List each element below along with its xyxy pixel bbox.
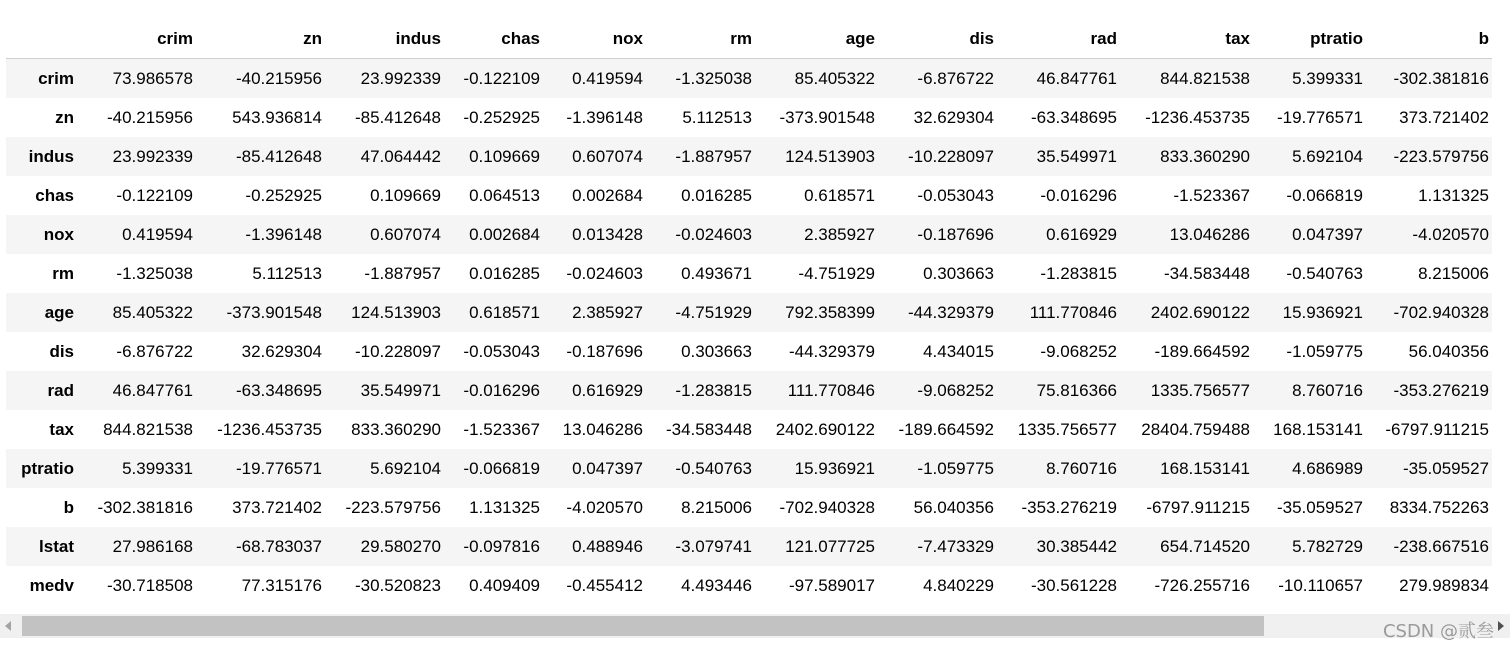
table-cell: 35.549971: [360, 380, 441, 400]
table-cell: -0.187696: [566, 341, 643, 361]
table-cell: 0.488946: [572, 536, 643, 556]
table-cell: 13.046286: [562, 419, 643, 439]
table-cell: -0.252925: [245, 185, 322, 205]
table-cell: -4.020570: [1412, 224, 1489, 244]
table-cell: 111.770846: [1029, 302, 1117, 322]
table-cell: 46.847761: [1036, 68, 1117, 88]
table-cell: 0.419594: [572, 68, 643, 88]
column-header: rad: [997, 19, 1120, 59]
table-header-row: [6, 19, 1492, 59]
column-header: age: [755, 19, 878, 59]
table-cell: 373.721402: [232, 497, 322, 517]
row-label: medv: [29, 575, 74, 595]
table-cell: -1.523367: [463, 419, 540, 439]
row-label: lstat: [39, 536, 74, 556]
table-body: [6, 59, 1492, 606]
table-cell: -63.348695: [1030, 107, 1117, 127]
table-cell: -0.122109: [116, 185, 193, 205]
table-cell: 1.131325: [1418, 185, 1489, 205]
scrollbar-thumb[interactable]: [22, 616, 1264, 636]
row-label: crim: [38, 68, 74, 88]
table-cell: -6797.911215: [1385, 419, 1489, 439]
table-cell: -44.329379: [907, 302, 994, 322]
table-row: [6, 137, 1492, 176]
table-cell: 0.618571: [804, 185, 875, 205]
table-cell: 833.360290: [351, 419, 441, 439]
table-cell: -702.940328: [1393, 302, 1489, 322]
table-row: [6, 293, 1492, 332]
table-cell: -40.215956: [106, 107, 193, 127]
table-cell: -6797.911215: [1146, 497, 1250, 517]
table-cell: 0.002684: [572, 185, 643, 205]
table-cell: 32.629304: [913, 107, 994, 127]
table-cell: -9.068252: [1040, 341, 1117, 361]
table-cell: -373.901548: [226, 302, 322, 322]
table-cell: -0.455412: [566, 575, 643, 595]
table-cell: -1.396148: [245, 224, 322, 244]
table-cell: 23.992339: [112, 146, 193, 166]
table-cell: -1236.453735: [217, 419, 322, 439]
chevron-left-icon[interactable]: [5, 621, 11, 631]
table-cell: -1.059775: [917, 458, 994, 478]
table-cell: 8.760716: [1046, 458, 1117, 478]
table-cell: -85.412648: [235, 146, 322, 166]
table-cell: 30.385442: [1036, 536, 1117, 556]
table-cell: 29.580270: [360, 536, 441, 556]
table-cell: -1236.453735: [1145, 107, 1250, 127]
table-cell: 8.215006: [681, 497, 752, 517]
row-label: rad: [47, 380, 74, 400]
table-cell: -6.876722: [917, 68, 994, 88]
table-cell: -0.122109: [463, 68, 540, 88]
table-cell: 28404.759488: [1141, 419, 1250, 439]
table-cell: 15.936921: [1282, 302, 1363, 322]
table-cell: 0.047397: [572, 458, 643, 478]
table-cell: 0.047397: [1292, 224, 1363, 244]
table-cell: -1.283815: [1040, 263, 1117, 283]
table-cell: 1335.756577: [1150, 380, 1250, 400]
table-cell: 0.616929: [1046, 224, 1117, 244]
column-header: b: [1366, 19, 1492, 59]
table-cell: 46.847761: [112, 380, 193, 400]
table-row: [6, 332, 1492, 371]
table-cell: -10.228097: [907, 146, 994, 166]
table-cell: -4.751929: [675, 302, 752, 322]
column-header: indus: [325, 19, 444, 59]
chevron-right-icon[interactable]: [1498, 621, 1504, 631]
table-cell: 124.513903: [351, 302, 441, 322]
table-cell: -1.523367: [1173, 185, 1250, 205]
table-cell: 0.616929: [572, 380, 643, 400]
table-row: [6, 449, 1492, 488]
table-cell: 833.360290: [1160, 146, 1250, 166]
table-cell: 8.760716: [1292, 380, 1363, 400]
table-cell: -0.187696: [917, 224, 994, 244]
table-cell: 77.315176: [241, 575, 322, 595]
table-cell: -30.561228: [1030, 575, 1117, 595]
table-cell: 1335.756577: [1017, 419, 1117, 439]
table-cell: -10.228097: [354, 341, 441, 361]
table-cell: -30.718508: [106, 575, 193, 595]
horizontal-scrollbar[interactable]: [0, 614, 1510, 638]
table-row: [6, 176, 1492, 215]
table-cell: -40.215956: [235, 68, 322, 88]
table-row: [6, 527, 1492, 566]
table-cell: 121.077725: [785, 536, 875, 556]
table-cell: 0.109669: [370, 185, 441, 205]
table-cell: 23.992339: [360, 68, 441, 88]
table-cell: -189.664592: [898, 419, 994, 439]
table-cell: 0.016285: [469, 263, 540, 283]
table-cell: -302.381816: [1393, 68, 1489, 88]
table-cell: 8.215006: [1418, 263, 1489, 283]
table-cell: 0.303663: [681, 341, 752, 361]
table-cell: 0.607074: [370, 224, 441, 244]
table-row: [6, 215, 1492, 254]
watermark: CSDN @贰叁: [1382, 621, 1494, 642]
table-cell: 168.153141: [1160, 458, 1250, 478]
table-cell: 85.405322: [794, 68, 875, 88]
table-cell: -85.412648: [354, 107, 441, 127]
table-cell: 56.040356: [913, 497, 994, 517]
dataframe-output: [6, 19, 1492, 605]
table-cell: -223.579756: [1393, 146, 1489, 166]
table-cell: -0.016296: [1040, 185, 1117, 205]
table-cell: 373.721402: [1399, 107, 1489, 127]
table-cell: -0.024603: [566, 263, 643, 283]
table-cell: 654.714520: [1160, 536, 1250, 556]
table-cell: -373.901548: [779, 107, 875, 127]
table-cell: -34.583448: [1163, 263, 1250, 283]
table-cell: 111.770846: [787, 380, 875, 400]
table-cell: -0.066819: [463, 458, 540, 478]
table-cell: -10.110657: [1278, 575, 1363, 595]
table-row: [6, 371, 1492, 410]
row-label: b: [63, 497, 74, 517]
table-cell: 0.002684: [469, 224, 540, 244]
table-row: [6, 410, 1492, 449]
row-label: rm: [52, 263, 74, 283]
table-cell: 4.686989: [1292, 458, 1363, 478]
table-cell: -1.887957: [364, 263, 441, 283]
index-header: [6, 19, 77, 59]
table-cell: -63.348695: [235, 380, 322, 400]
table-cell: -702.940328: [779, 497, 875, 517]
table-cell: 1.131325: [469, 497, 540, 517]
table-cell: 35.549971: [1036, 146, 1117, 166]
column-header: crim: [77, 19, 196, 59]
table-cell: -4.751929: [798, 263, 875, 283]
table-cell: 47.064442: [360, 146, 441, 166]
column-header: tax: [1120, 19, 1253, 59]
table-cell: -0.540763: [1286, 263, 1363, 283]
table-cell: 32.629304: [241, 341, 322, 361]
table-row: [6, 59, 1492, 99]
table-row: [6, 488, 1492, 527]
table-cell: 2402.690122: [775, 419, 875, 439]
table-cell: -4.020570: [566, 497, 643, 517]
table-cell: 75.816366: [1036, 380, 1117, 400]
table-cell: -19.776571: [235, 458, 322, 478]
row-label: chas: [35, 185, 74, 205]
table-cell: 5.399331: [1292, 68, 1363, 88]
table-cell: 5.782729: [1292, 536, 1363, 556]
table-cell: 8334.752263: [1389, 497, 1489, 517]
table-cell: 4.493446: [681, 575, 752, 595]
table-cell: -1.283815: [675, 380, 752, 400]
row-label: indus: [28, 146, 74, 166]
table-cell: -0.066819: [1286, 185, 1363, 205]
row-label: zn: [55, 107, 74, 127]
table-cell: -44.329379: [788, 341, 875, 361]
table-cell: -0.540763: [675, 458, 752, 478]
table-cell: -0.024603: [675, 224, 752, 244]
table-cell: -353.276219: [1393, 380, 1489, 400]
table-cell: 15.936921: [794, 458, 875, 478]
column-header: zn: [196, 19, 325, 59]
table-row: [6, 98, 1492, 137]
table-cell: -302.381816: [97, 497, 193, 517]
table-cell: 0.409409: [469, 575, 540, 595]
table-cell: 543.936814: [232, 107, 322, 127]
table-cell: -1.396148: [566, 107, 643, 127]
table-cell: -35.059527: [1276, 497, 1363, 517]
table-cell: -0.053043: [917, 185, 994, 205]
table-cell: -19.776571: [1276, 107, 1363, 127]
table-cell: -97.589017: [788, 575, 875, 595]
table-cell: -34.583448: [665, 419, 752, 439]
column-header: chas: [444, 19, 543, 59]
table-cell: 844.821538: [103, 419, 193, 439]
table-cell: 13.046286: [1169, 224, 1250, 244]
table-cell: -6.876722: [116, 341, 193, 361]
table-cell: 5.112513: [252, 263, 322, 283]
table-cell: -189.664592: [1154, 341, 1250, 361]
column-header: nox: [543, 19, 646, 59]
row-label: tax: [49, 419, 74, 439]
covariance-table: [6, 19, 1492, 605]
table-cell: -1.059775: [1286, 341, 1363, 361]
table-cell: 124.513903: [785, 146, 875, 166]
table-row: [6, 566, 1492, 605]
table-cell: 0.064513: [469, 185, 540, 205]
table-cell: -0.016296: [463, 380, 540, 400]
table-cell: 2.385927: [572, 302, 643, 322]
table-cell: -7.473329: [917, 536, 994, 556]
table-cell: 0.493671: [681, 263, 752, 283]
table-cell: -35.059527: [1402, 458, 1489, 478]
table-cell: 0.016285: [681, 185, 752, 205]
table-cell: 5.692104: [370, 458, 441, 478]
table-cell: -353.276219: [1021, 497, 1117, 517]
table-cell: -3.079741: [675, 536, 752, 556]
table-cell: 2402.690122: [1150, 302, 1250, 322]
table-cell: 0.303663: [923, 263, 994, 283]
column-header: ptratio: [1253, 19, 1366, 59]
table-cell: 4.434015: [923, 341, 994, 361]
table-cell: 844.821538: [1160, 68, 1250, 88]
table-cell: -1.325038: [116, 263, 193, 283]
table-cell: -0.097816: [463, 536, 540, 556]
table-cell: 0.013428: [572, 224, 643, 244]
row-label: nox: [43, 224, 74, 244]
table-cell: -0.252925: [463, 107, 540, 127]
table-cell: 2.385927: [804, 224, 875, 244]
table-cell: 0.607074: [572, 146, 643, 166]
table-cell: 0.419594: [122, 224, 193, 244]
table-cell: 5.692104: [1292, 146, 1363, 166]
row-label: age: [44, 302, 74, 322]
table-cell: -68.783037: [235, 536, 322, 556]
table-cell: -1.325038: [675, 68, 752, 88]
row-label: dis: [49, 341, 74, 361]
table-cell: -0.053043: [463, 341, 540, 361]
table-cell: 279.989834: [1399, 575, 1489, 595]
row-label: ptratio: [21, 458, 74, 478]
table-cell: 73.986578: [112, 68, 193, 88]
table-cell: -1.887957: [675, 146, 752, 166]
table-cell: 5.112513: [682, 107, 752, 127]
table-cell: 85.405322: [112, 302, 193, 322]
table-cell: -223.579756: [345, 497, 441, 517]
table-cell: 4.840229: [923, 575, 994, 595]
table-cell: 5.399331: [122, 458, 193, 478]
table-cell: -9.068252: [917, 380, 994, 400]
column-header: dis: [878, 19, 997, 59]
table-cell: 0.618571: [469, 302, 540, 322]
table-row: [6, 254, 1492, 293]
table-cell: 56.040356: [1408, 341, 1489, 361]
table-cell: -238.667516: [1393, 536, 1489, 556]
table-cell: -726.255716: [1154, 575, 1250, 595]
table-cell: 168.153141: [1273, 419, 1363, 439]
table-cell: 27.986168: [112, 536, 193, 556]
table-cell: 792.358399: [785, 302, 875, 322]
table-cell: 0.109669: [469, 146, 540, 166]
column-header: rm: [646, 19, 755, 59]
table-cell: -30.520823: [354, 575, 441, 595]
